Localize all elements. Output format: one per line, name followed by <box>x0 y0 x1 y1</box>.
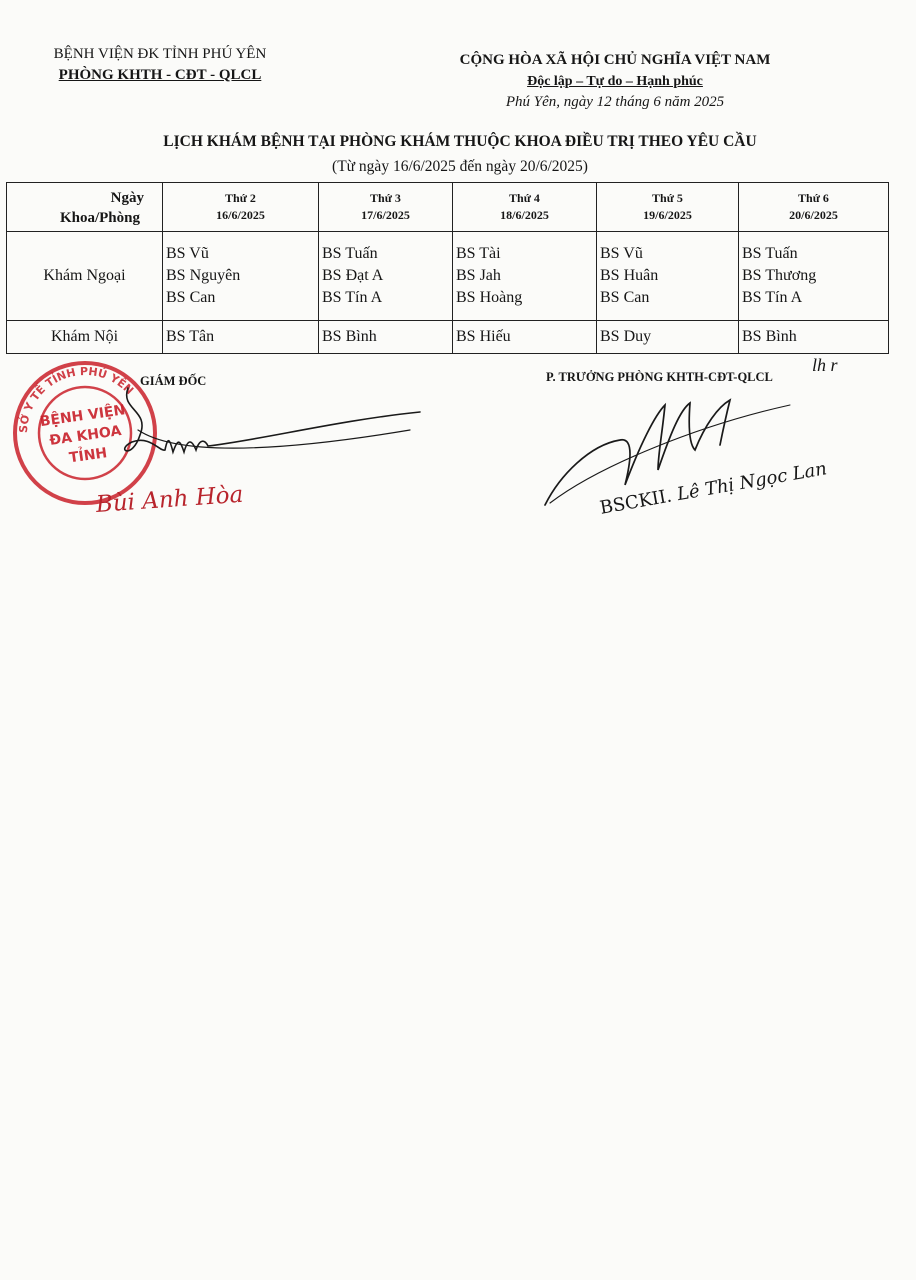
doctor-name: BS Hiếu <box>456 328 511 345</box>
motto: Độc lập – Tự do – Hạnh phúc <box>527 74 703 89</box>
doctor-cell <box>739 232 889 321</box>
weekday-label: Thứ 3 <box>370 191 401 205</box>
corner-cell <box>7 183 163 232</box>
day-header <box>163 183 319 232</box>
doctor-cell <box>163 321 319 354</box>
day-header <box>597 183 739 232</box>
weekday-label: Thứ 4 <box>509 191 540 205</box>
doctor-name: BS Tân <box>166 328 215 345</box>
stamp-line: ĐA KHOA <box>48 423 123 449</box>
nation-title: CỘNG HÒA XÃ HỘI CHỦ NGHĨA VIỆT NAM <box>459 52 771 68</box>
doctor-name: BS Can <box>600 289 650 306</box>
stamp-line: TỈNH <box>68 445 109 467</box>
doctor-name: BS Nguyên <box>166 267 241 284</box>
table-row <box>7 232 889 321</box>
doctor-name: BS Hoàng <box>456 289 523 306</box>
doctor-cell <box>739 321 889 354</box>
doctor-cell <box>453 321 597 354</box>
header-right <box>430 50 800 113</box>
doctor-name: BS Thương <box>742 267 817 284</box>
document-subtitle: (Từ ngày 16/6/2025 đến ngày 20/6/2025) <box>332 158 588 175</box>
stamp-ring-text: SỞ Y TẾ TỈNH PHÚ YÊN <box>16 364 137 434</box>
document-title: LỊCH KHÁM BỆNH TẠI PHÒNG KHÁM THUỘC KHOA ĐIỀU TRỊ THEO YÊU CẦU <box>163 133 757 150</box>
right-signature <box>540 385 840 535</box>
initials-mark: lh r <box>812 355 838 375</box>
org-name: BỆNH VIỆN ĐK TỈNH PHÚ YÊN <box>53 46 267 62</box>
doctor-name: BS Jah <box>456 267 501 284</box>
doctor-name: BS Vũ <box>166 245 209 262</box>
header-left <box>30 44 290 86</box>
dept-name: PHÒNG KHTH - CĐT - QLCL <box>58 67 262 83</box>
table-row <box>7 321 889 354</box>
corner-bottom-label: Khoa/Phòng <box>59 210 140 226</box>
doctor-name: BS Can <box>166 289 216 306</box>
doctor-name: BS Tuấn <box>322 245 378 262</box>
doctor-name: BS Bình <box>742 328 797 345</box>
left-signature <box>110 380 430 490</box>
stamp-line: BỆNH VIỆN <box>39 402 127 431</box>
right-signer-title: P. TRƯỞNG PHÒNG KHTH-CĐT-QLCL <box>546 370 773 384</box>
left-signer-title: GIÁM ĐỐC <box>140 374 207 388</box>
doctor-name: BS Tín A <box>322 289 383 306</box>
doctor-cell <box>453 232 597 321</box>
table-header-row <box>7 183 889 232</box>
doctor-cell <box>163 232 319 321</box>
doctor-cell <box>319 232 453 321</box>
weekday-label: Thứ 5 <box>652 191 683 205</box>
weekday-label: Thứ 6 <box>798 191 829 205</box>
right-signer-name: Lê Thị Ngọc Lan <box>675 458 829 506</box>
row-label: Khám Nội <box>7 321 163 354</box>
schedule-table <box>6 182 889 354</box>
doctor-cell <box>597 232 739 321</box>
place-date: Phú Yên, ngày 12 tháng 6 năm 2025 <box>505 94 725 110</box>
day-header <box>319 183 453 232</box>
doctor-name: BS Tài <box>456 245 501 262</box>
doctor-cell <box>319 321 453 354</box>
doctor-name: BS Vũ <box>600 245 643 262</box>
doctor-name: BS Bình <box>322 328 377 345</box>
doctor-name: BS Tín A <box>742 289 803 306</box>
date-label: 17/6/2025 <box>361 208 410 222</box>
left-signer-name: Bùi Anh Hòa <box>95 481 245 518</box>
date-label: 20/6/2025 <box>789 208 838 222</box>
doctor-name: BS Duy <box>600 328 652 345</box>
doctor-name: BS Tuấn <box>742 245 798 262</box>
date-label: 19/6/2025 <box>643 208 692 222</box>
doctor-cell <box>597 321 739 354</box>
doctor-name: BS Huân <box>600 267 659 284</box>
doctor-name: BS Đạt A <box>322 267 384 284</box>
day-header <box>453 183 597 232</box>
corner-top-label: Ngày <box>110 190 144 206</box>
row-label: Khám Ngoại <box>7 232 163 321</box>
date-label: 18/6/2025 <box>500 208 549 222</box>
day-header <box>739 183 889 232</box>
right-signer-prefix: BSCKII. <box>598 485 674 519</box>
weekday-label: Thứ 2 <box>225 191 256 205</box>
date-label: 16/6/2025 <box>216 208 265 222</box>
